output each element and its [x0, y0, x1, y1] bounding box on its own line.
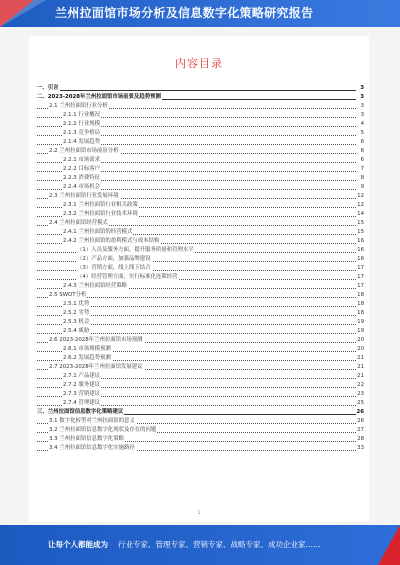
header-white-accent: [0, 0, 46, 27]
toc-entry-page: 9: [356, 183, 364, 192]
toc-entry[interactable]: [37, 381, 364, 390]
toc-entry-page: 26: [356, 409, 364, 415]
toc-entry[interactable]: [37, 246, 364, 255]
toc-entry-title: 3.2 兰州拉面馆信息数字化现状及存在的问题: [49, 427, 157, 433]
toc-entry[interactable]: [37, 264, 364, 273]
toc-entry[interactable]: [37, 282, 364, 291]
toc-entry[interactable]: [37, 336, 364, 345]
toc-entry[interactable]: [37, 345, 364, 354]
toc-entry-title: 2.7.3 营销建议: [63, 391, 100, 397]
toc-entry-page: 25: [357, 400, 364, 406]
toc-entry[interactable]: [37, 129, 364, 138]
toc-entry-page: 19: [357, 319, 364, 325]
toc-entry-page: 20: [357, 337, 364, 343]
toc-entry-title: （3）营销方面，线上线下结合: [77, 265, 151, 271]
toc-entry-title: 3.4 兰州拉面馆信息数字化实施路径: [49, 445, 135, 451]
toc-entry-title: 2.6 2023-2028年兰州拉面馆市场预测: [49, 337, 143, 343]
page-number: 1: [197, 510, 201, 516]
toc-entry-title: 三、兰州拉面馆信息数字化策略建议: [37, 409, 124, 415]
toc-entry[interactable]: [37, 84, 364, 93]
toc-entry-page: 3: [356, 111, 364, 120]
toc-entry-title: 3.1 数字化转型对兰州拉面馆的意义: [49, 418, 135, 424]
toc-entry[interactable]: [37, 300, 364, 309]
toc-entry-page: 14: [357, 211, 364, 217]
toc-entry-page: 16: [357, 238, 364, 244]
toc-entry-page: 22: [357, 382, 364, 388]
toc-entry-title: 2.7 2023-2028年兰州拉面馆发展建议: [49, 364, 143, 370]
toc-entry-page: 18: [357, 292, 364, 298]
toc-entry-page: 15: [357, 220, 364, 226]
toc-entry-title: 2.1.2 行业规模: [63, 121, 100, 127]
toc-entry-title: 2.4.1 兰州拉面馆的经营模式: [63, 229, 133, 235]
toc-entry[interactable]: [37, 354, 364, 363]
toc-entry-page: 15: [357, 229, 364, 235]
toc-entry[interactable]: [37, 210, 364, 219]
toc-entry-page: 28: [357, 436, 364, 442]
toc-entry-page: 8: [356, 174, 364, 183]
toc-entry-title: 2.1.3 竞争格局: [63, 130, 100, 136]
toc-entry-title: 2.1.4 发展趋势: [63, 139, 100, 145]
toc-entry-title: 2.7.4 管理建议: [63, 400, 100, 406]
footer-slogan-text: 行业专家、管理专家、营销专家、战略专家、成功企业家……: [118, 540, 321, 549]
toc-entry-page: 3: [356, 93, 364, 102]
toc-entry[interactable]: [37, 273, 364, 282]
toc-entry[interactable]: [37, 372, 364, 381]
toc-entry-title: 2.4.2 兰州拉面馆的盈利模式与成本结构: [63, 238, 160, 244]
toc-entry-title: （4）经营管理方面，实行标准化连锁经营: [77, 274, 178, 280]
toc-entry-page: 20: [357, 346, 364, 352]
toc-entry-title: 2.6.2 发展趋势预测: [63, 355, 111, 361]
toc-entry-page: 17: [357, 274, 364, 280]
toc-entry-page: 6: [356, 147, 364, 156]
toc-entry[interactable]: [37, 201, 364, 210]
toc-entry[interactable]: [37, 219, 364, 228]
report-header-bar: [0, 0, 400, 27]
toc-entry-page: 16: [357, 256, 364, 262]
toc-entry-title: 2.1.1 行业概况: [63, 112, 100, 118]
toc-entry-title: （2）产品方面，加强品牌建设: [77, 256, 151, 262]
toc-entry[interactable]: [37, 417, 364, 426]
toc-entry-title: 3.3 兰州拉面馆信息数字化策略: [49, 436, 124, 442]
toc-entry-title: 2.1 兰州拉面馆行业分析: [49, 103, 108, 109]
toc-entry-page: 7: [356, 165, 364, 174]
toc-entry[interactable]: [37, 291, 364, 300]
table-of-contents: [37, 84, 364, 453]
toc-entry-page: 26: [357, 418, 364, 424]
toc-entry-title: 2.6.1 市场规模预测: [63, 346, 111, 352]
toc-entry-title: 2.2.3 消费特征: [63, 175, 100, 181]
toc-entry-title: 2.4 兰州拉面馆经营模式: [49, 220, 108, 226]
toc-entry-page: 6: [356, 156, 364, 165]
footer-banner: [0, 525, 400, 565]
toc-entry[interactable]: [37, 138, 364, 147]
toc-entry[interactable]: [37, 237, 364, 246]
toc-entry[interactable]: [37, 255, 364, 264]
toc-entry-title: 2.5 SWOT分析: [49, 292, 87, 298]
toc-entry[interactable]: [37, 435, 364, 444]
toc-entry-page: 12: [357, 193, 364, 199]
toc-entry[interactable]: [37, 363, 364, 372]
toc-entry-title: 2.7.1 产品建议: [63, 373, 100, 379]
toc-entry-title: 2.2.1 市场需求: [63, 157, 100, 163]
toc-entry[interactable]: [37, 165, 364, 174]
toc-entry-title: 2.3.1 兰州拉面馆行业相关政策: [63, 202, 138, 208]
toc-entry-title: 2.5.1 优势: [63, 301, 90, 307]
toc-entry-page: 4: [356, 120, 364, 129]
toc-entry-page: 27: [357, 427, 364, 433]
toc-entry-title: 2.7.2 服务建议: [63, 382, 100, 388]
toc-entry-title: （1）人员及服务方面，提升服务质量和管理水平: [77, 247, 194, 253]
toc-entry-title: 2.5.2 劣势: [63, 310, 90, 316]
report-title: 兰州拉面馆市场分析及信息数字化策略研究报告: [55, 6, 314, 20]
toc-entry[interactable]: [37, 444, 364, 453]
toc-entry[interactable]: [37, 147, 364, 156]
toc-entry-title: 2.5.3 机会: [63, 319, 90, 325]
toc-entry-title: 2.4.3 兰州拉面馆经营策略: [63, 283, 127, 289]
toc-entry-title: 2.3.2 兰州拉面馆行业技术环境: [63, 211, 138, 217]
toc-entry-title: 一、引言: [37, 85, 59, 91]
toc-entry[interactable]: [37, 120, 364, 129]
toc-entry-page: 5: [356, 129, 364, 138]
toc-entry-page: 3: [356, 102, 364, 111]
toc-entry-page: 19: [357, 328, 364, 334]
toc-entry-page: 21: [357, 373, 364, 379]
toc-entry-title: 二、2023-2028年兰州拉面馆市场前景及趋势预测: [37, 94, 161, 100]
toc-entry-page: 17: [357, 283, 364, 289]
toc-entry[interactable]: [37, 309, 364, 318]
document-page: [29, 36, 369, 522]
toc-entry[interactable]: [37, 228, 364, 237]
toc-entry-page: 23: [357, 391, 364, 397]
toc-entry-page: 6: [356, 138, 364, 147]
toc-entry[interactable]: [37, 93, 364, 102]
toc-entry[interactable]: [37, 174, 364, 183]
toc-entry-page: 16: [357, 247, 364, 253]
toc-entry[interactable]: [37, 102, 364, 111]
toc-entry-page: 21: [357, 355, 364, 361]
toc-entry-page: 3: [356, 84, 364, 93]
toc-entry-title: 2.5.4 威胁: [63, 328, 90, 334]
toc-heading: 内容目录: [175, 57, 223, 70]
footer-slogan: [48, 525, 321, 565]
toc-entry[interactable]: [37, 156, 364, 165]
footer-slogan-lead: 让每个人都能成为: [48, 540, 108, 549]
toc-entry-title: 2.3 兰州拉面馆行业发展环境: [49, 193, 119, 199]
toc-entry-title: 2.2 兰州拉面馆市场前景分析: [49, 148, 119, 154]
toc-entry-page: 18: [357, 301, 364, 307]
toc-entry[interactable]: [37, 390, 364, 399]
toc-entry[interactable]: [37, 192, 364, 201]
toc-entry[interactable]: [37, 183, 364, 192]
toc-entry-page: 18: [357, 310, 364, 316]
toc-entry[interactable]: [37, 408, 364, 417]
toc-entry-title: 2.2.4 市场机会: [63, 184, 100, 190]
toc-dot-leader: [37, 90, 356, 91]
toc-entry[interactable]: [37, 318, 364, 327]
toc-entry-page: 33: [357, 445, 364, 451]
footer-red-accent: [378, 525, 400, 565]
toc-entry[interactable]: [37, 426, 364, 435]
toc-entry[interactable]: [37, 399, 364, 408]
toc-entry-page: 21: [357, 364, 364, 370]
toc-entry-page: 17: [357, 265, 364, 271]
toc-entry-page: 12: [357, 202, 364, 208]
toc-entry-title: 2.2.2 目标客户: [63, 166, 100, 172]
toc-entry[interactable]: [37, 327, 364, 336]
toc-entry[interactable]: [37, 111, 364, 120]
